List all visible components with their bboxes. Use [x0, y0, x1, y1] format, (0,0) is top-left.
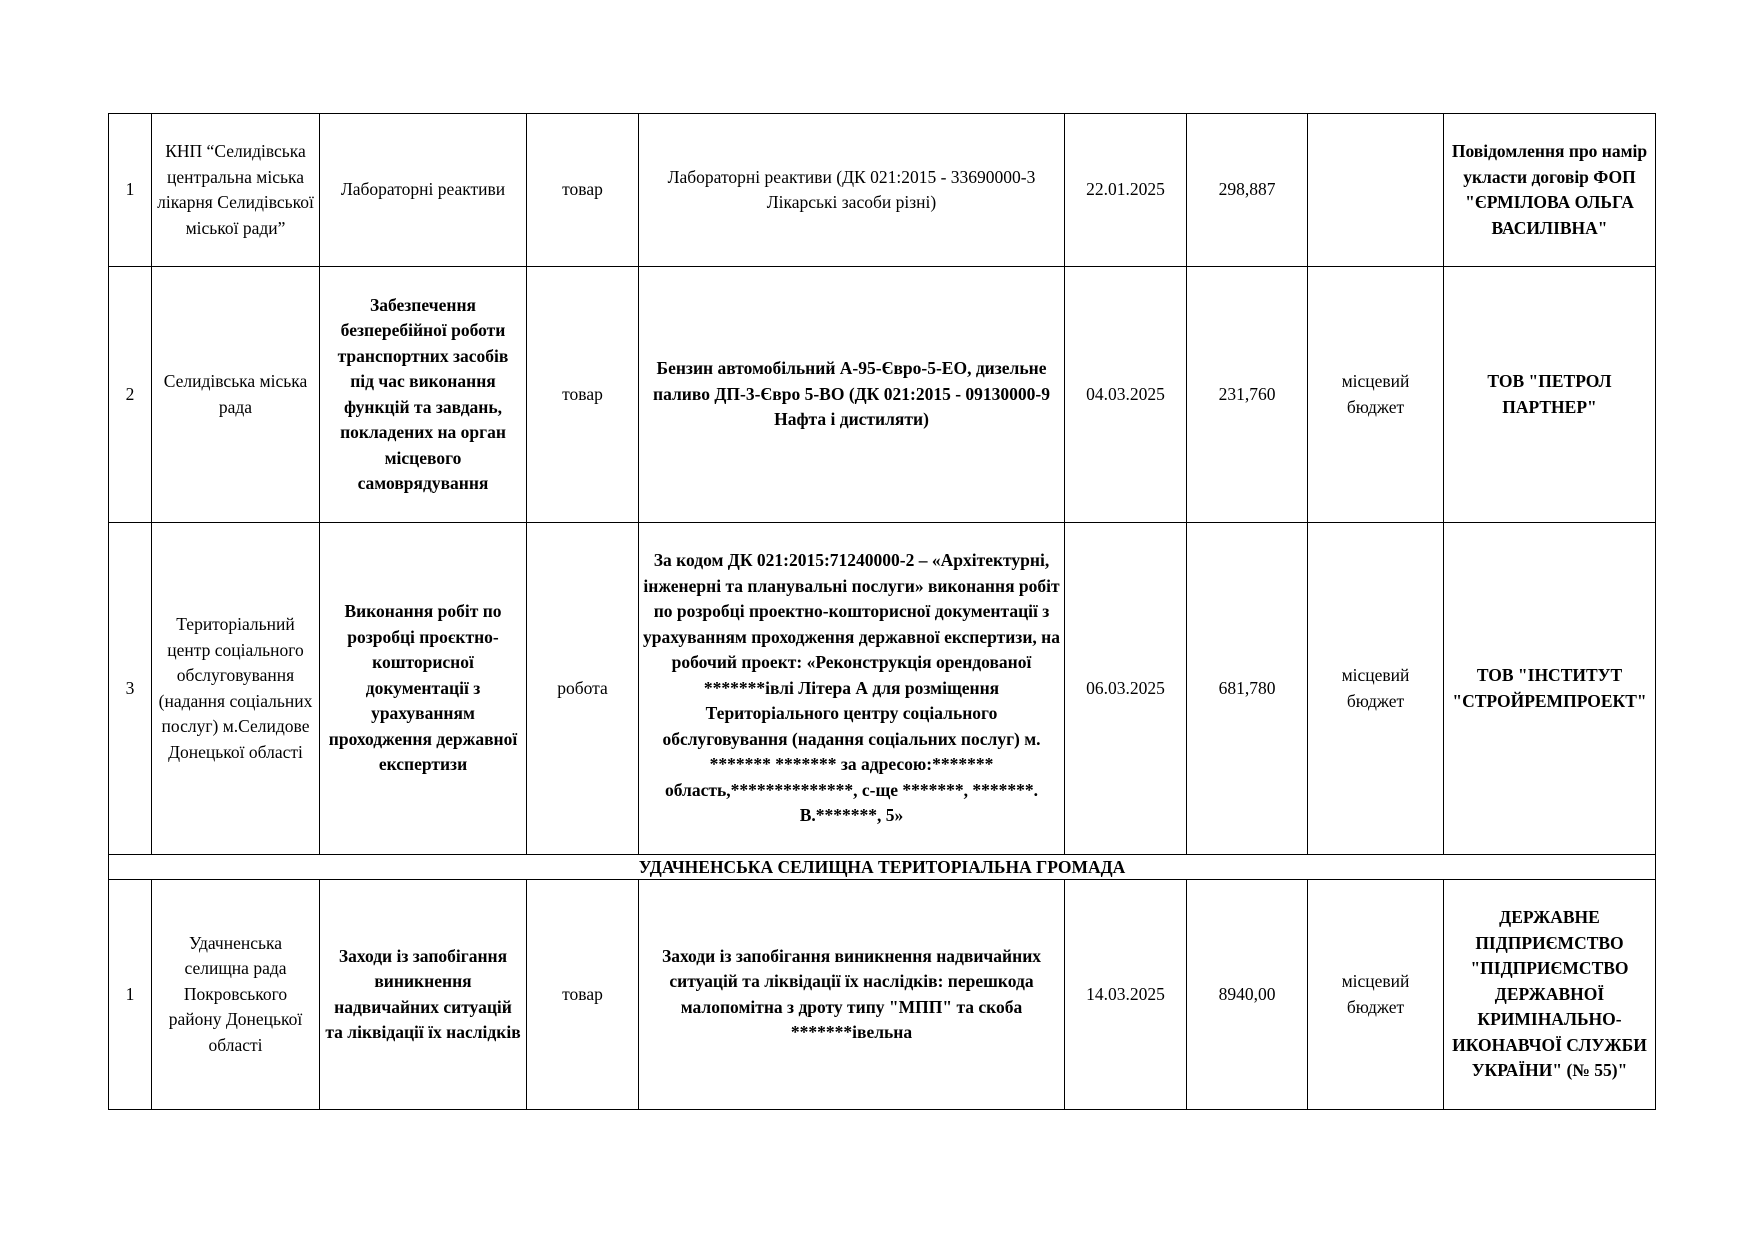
type-cell: товар	[527, 267, 639, 523]
description-cell: Бензин автомобільний А-95-Євро-5-ЕО, дизельне паливо ДП-3-Євро 5-ВО (ДК 021:2015 - 09130000-9 Нафта і дистиляти)	[639, 267, 1065, 523]
contractor-cell: ТОВ "ПЕТРОЛ ПАРТНЕР"	[1444, 267, 1656, 523]
table-row	[109, 267, 1656, 523]
funding-cell	[1308, 114, 1444, 267]
row-number: 1	[109, 114, 152, 267]
date-cell: 14.03.2025	[1065, 880, 1187, 1110]
type-cell: товар	[527, 880, 639, 1110]
subject-cell: Забезпечення безперебійної роботи транспортних засобів під час виконання функцій та завдань, покладених на орган місцевого самоврядування	[320, 267, 527, 523]
section-header-row	[109, 855, 1656, 880]
subject-cell: Заходи із запобігання виникнення надвичайних ситуацій та ліквідації їх наслідків	[320, 880, 527, 1110]
customer-cell: Удачненська селищна рада Покровського району Донецької області	[152, 880, 320, 1110]
table-row	[109, 523, 1656, 855]
amount-cell: 298,887	[1187, 114, 1308, 267]
subject-cell: Лабораторні реактиви	[320, 114, 527, 267]
description-cell: Заходи із запобігання виникнення надвичайних ситуацій та ліквідації їх наслідків: перешкода малопомітна з дроту типу "МПП" та скоба *******івельна	[639, 880, 1065, 1110]
date-cell: 06.03.2025	[1065, 523, 1187, 855]
procurement-table	[108, 113, 1656, 1110]
contractor-cell: ДЕРЖАВНЕ ПІДПРИЄМСТВО "ПІДПРИЄМСТВО ДЕРЖАВНОЇ КРИМІНАЛЬНО-ИКОНАВЧОЇ СЛУЖБИ УКРАЇНИ" (№ 55)"	[1444, 880, 1656, 1110]
subject-cell: Виконання робіт по розробці проєктно-кошторисної документації з урахуванням проходження державної експертизи	[320, 523, 527, 855]
contractor-cell: Повідомлення про намір укласти договір ФОП "ЄРМІЛОВА ОЛЬГА ВАСИЛІВНА"	[1444, 114, 1656, 267]
description-cell: Лабораторні реактиви (ДК 021:2015 - 33690000-3 Лікарські засоби різні)	[639, 114, 1065, 267]
customer-cell: Селидівська міська рада	[152, 267, 320, 523]
contractor-cell: ТОВ "ІНСТИТУТ "СТРОЙРЕМПРОЕКТ"	[1444, 523, 1656, 855]
funding-cell: місцевий бюджет	[1308, 267, 1444, 523]
amount-cell: 8940,00	[1187, 880, 1308, 1110]
table-row	[109, 880, 1656, 1110]
customer-cell: КНП “Селидівська центральна міська лікарня Селидівської міської ради”	[152, 114, 320, 267]
funding-cell: місцевий бюджет	[1308, 880, 1444, 1110]
customer-cell: Територіальний центр соціального обслуговування (надання соціальних послуг) м.Селидове Донецької області	[152, 523, 320, 855]
row-number: 2	[109, 267, 152, 523]
date-cell: 04.03.2025	[1065, 267, 1187, 523]
type-cell: товар	[527, 114, 639, 267]
row-number: 3	[109, 523, 152, 855]
description-cell: За кодом ДК 021:2015:71240000-2 – «Архітектурні, інженерні та планувальні послуги» виконання робіт по розробці проектно-кошторисної документації з урахуванням проходження державної експертизи, на робочий проект: «Реконструкція орендованої *******івлі Літера А для розміщення Територіального центру соціального обслуговування (надання соціальних послуг) м. ******* ******* за адресою:******* область,**************, с-ще *******, *******. В.*******, 5»	[639, 523, 1065, 855]
row-number: 1	[109, 880, 152, 1110]
table-row	[109, 114, 1656, 267]
date-cell: 22.01.2025	[1065, 114, 1187, 267]
amount-cell: 681,780	[1187, 523, 1308, 855]
amount-cell: 231,760	[1187, 267, 1308, 523]
section-title: УДАЧНЕНСЬКА СЕЛИЩНА ТЕРИТОРІАЛЬНА ГРОМАДА	[109, 855, 1656, 880]
type-cell: робота	[527, 523, 639, 855]
funding-cell: місцевий бюджет	[1308, 523, 1444, 855]
